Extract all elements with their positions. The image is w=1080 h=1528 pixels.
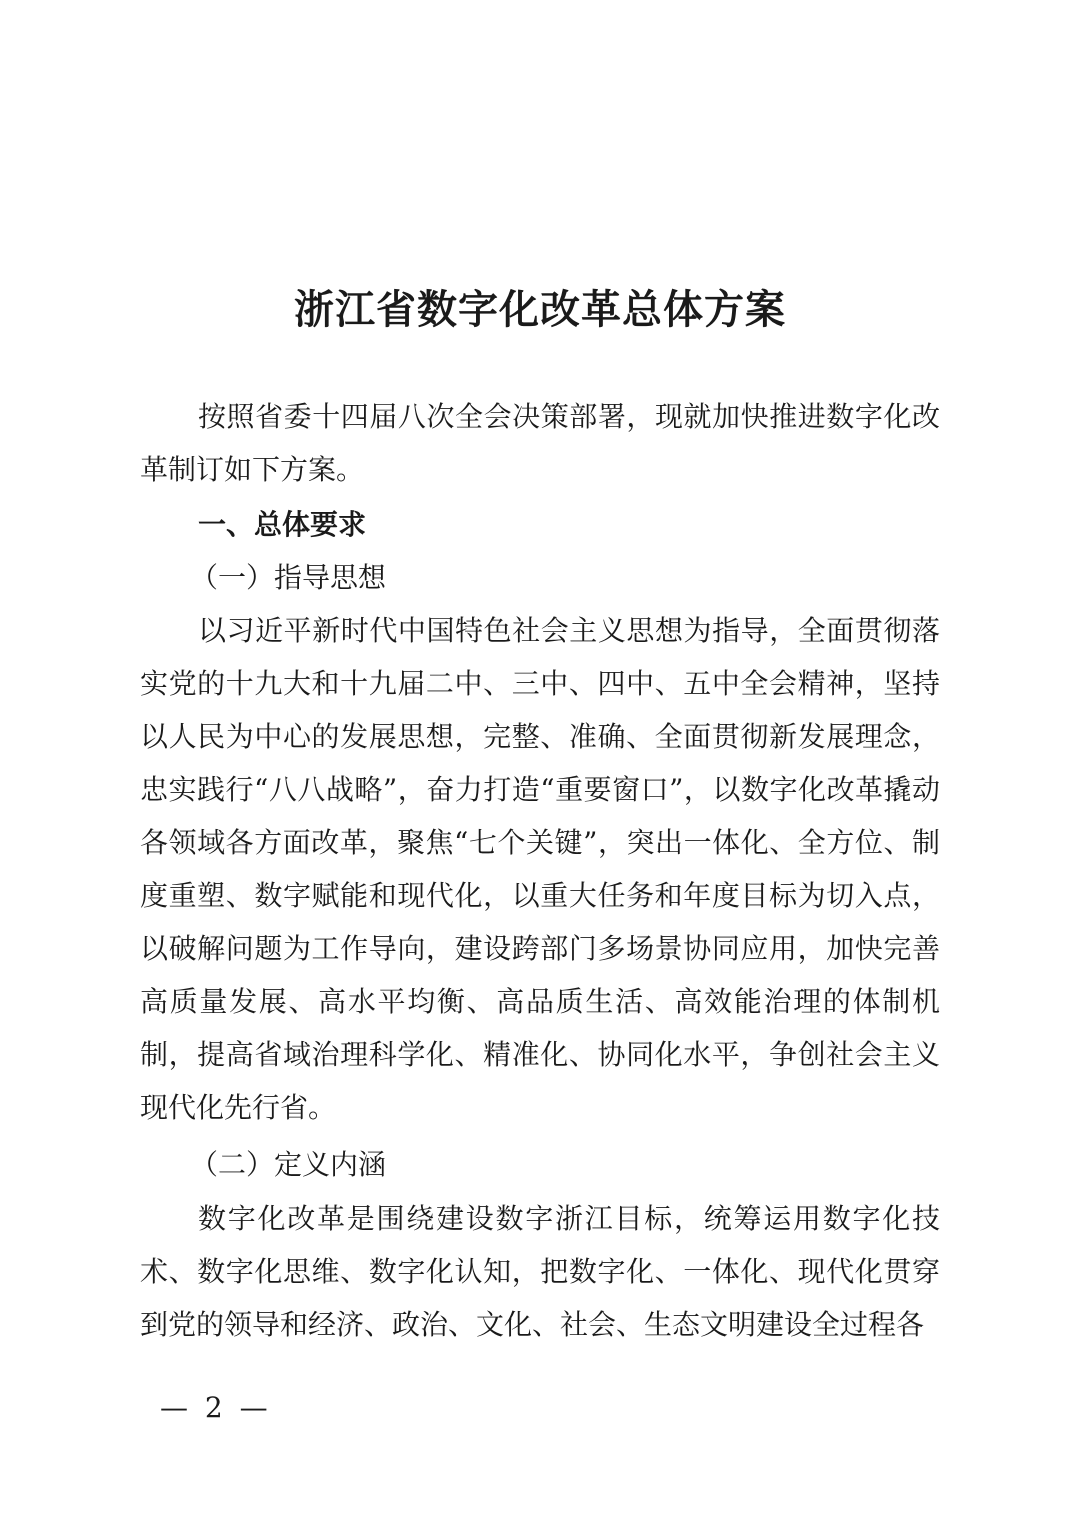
section-heading-general-requirements: 一、总体要求: [198, 508, 367, 541]
subsection-heading-definition: （二）定义内涵: [190, 1148, 387, 1181]
subsection-heading-guiding-ideology: （一）指导思想: [190, 561, 387, 594]
definition-paragraph: 数字化改革是围绕建设数字浙江目标，统筹运用数字化技术、数字化思维、数字化认知，把数字化、一体化、现代化贯穿到党的领导和经济、政治、文化、社会、生态文明建设全过程各: [140, 1202, 940, 1341]
document-title: 浙江省数字化改革总体方案: [294, 286, 786, 333]
page-number: — 2 —: [160, 1391, 272, 1424]
intro-paragraph: 按照省委十四届八次全会决策部署，现就加快推进数字化改革制订如下方案。: [140, 400, 940, 486]
guiding-ideology-paragraph: 以习近平新时代中国特色社会主义思想为指导，全面贯彻落实党的十九大和十九届二中、三中、四中、五中全会精神，坚持以人民为中心的发展思想，完整、准确、全面贯彻新发展理念，忠实践行“八八战略”，奋力打造“重要窗口”，以数字化改革撬动各领域各方面改革，聚焦“七个关键”，突出一体化、全方位、制度重塑、数字赋能和现代化，以重大任务和年度目标为切入点，以破解问题为工作导向，建设跨部门多场景协同应用，加快完善高质量发展、高水平均衡、高品质生活、高效能治理的体制机制，提高省域治理科学化、精准化、协同化水平，争创社会主义现代化先行省。: [140, 614, 940, 1124]
